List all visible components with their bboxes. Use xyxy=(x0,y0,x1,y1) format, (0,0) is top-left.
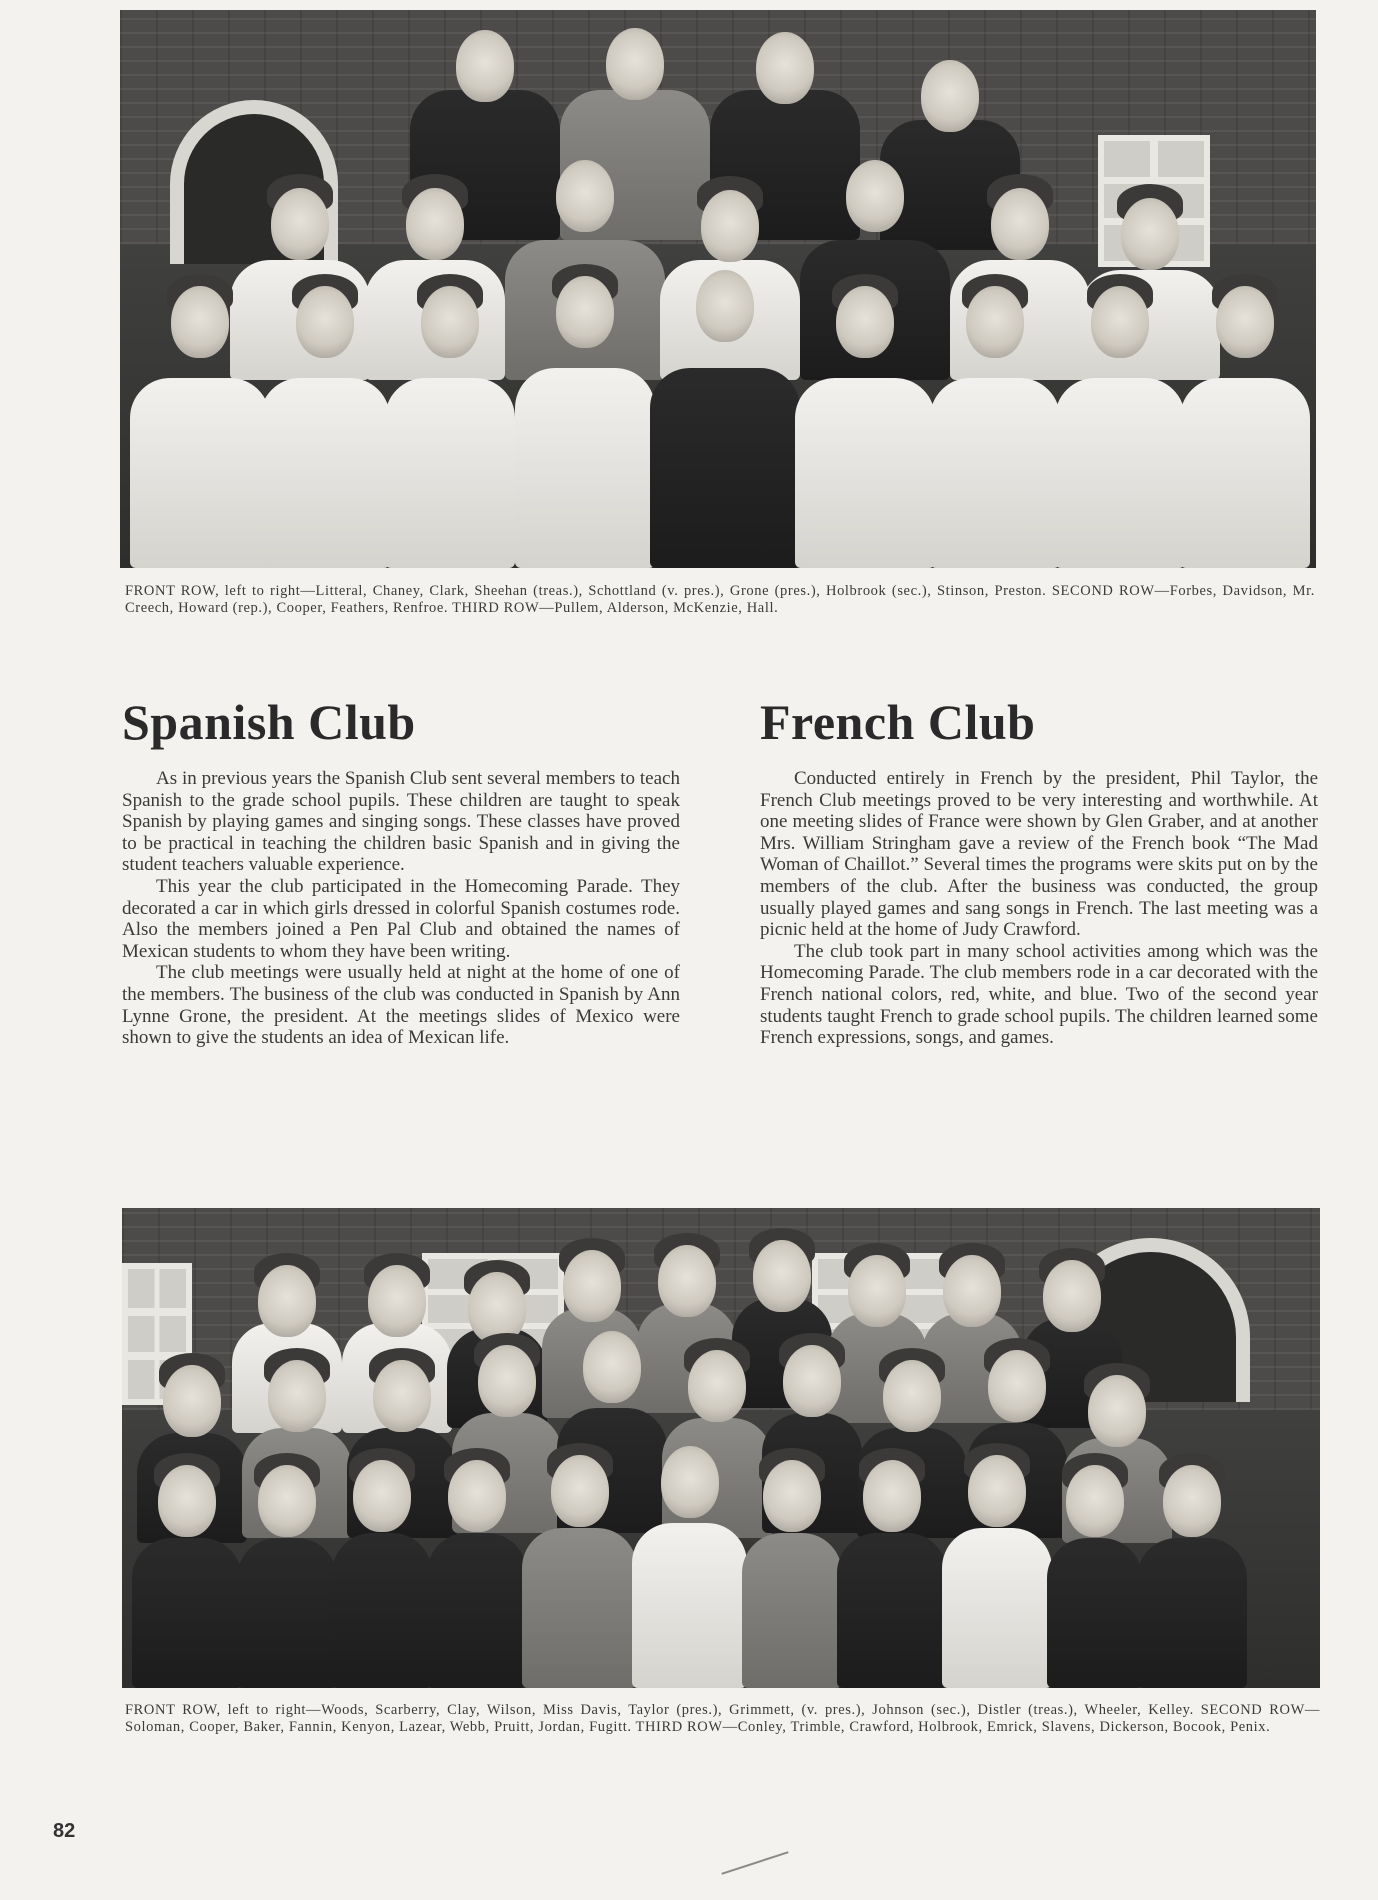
person xyxy=(385,260,515,568)
page-number: 82 xyxy=(53,1820,76,1842)
person xyxy=(837,1438,947,1688)
person xyxy=(130,260,270,568)
pencil-mark xyxy=(721,1851,788,1875)
person xyxy=(650,250,800,568)
person xyxy=(522,1433,637,1688)
person xyxy=(1055,260,1185,568)
spanish-paragraph: The club meetings were usually held at night at the home of one of the members. The business of the club was conducted in Spanish by Ann Lynne Grone, the president. At the meetings slides of Mexico were shown to give the students an idea of Mexican life. xyxy=(122,962,680,1049)
spanish-club-photo xyxy=(120,10,1316,568)
spanish-club-text xyxy=(122,768,680,1049)
top-photo-caption: FRONT ROW, left to right—Litteral, Chaney, Clark, Sheehan (treas.), Schottland (v. pres.), Grone (pres.), Holbrook (sec.), Stinson, Preston. SECOND ROW—Forbes, Davidson, Mr. Creech, Howard (rep.), Cooper, Feathers, Renfroe. THIRD ROW—Pullem, Alderson, McKenzie, Hall. xyxy=(125,583,1315,616)
spanish-paragraph: As in previous years the Spanish Club sent several members to teach Spanish to the grade school pupils. These children are taught to speak Spanish by playing games and singing songs. These classes have proved to be practical in teaching the children basic Spanish and in giving the student teachers valuable experience. xyxy=(122,768,680,876)
person xyxy=(742,1438,842,1688)
person xyxy=(942,1433,1052,1688)
person xyxy=(515,250,655,568)
person xyxy=(795,260,935,568)
person xyxy=(930,260,1060,568)
person xyxy=(632,1428,747,1688)
spanish-club-heading: Spanish Club xyxy=(122,694,416,750)
person xyxy=(132,1443,242,1688)
french-club-text xyxy=(760,768,1318,1049)
french-club-heading: French Club xyxy=(760,694,1036,750)
person xyxy=(1047,1443,1142,1688)
french-paragraph: The club took part in many school activities among which was the Homecoming Parade. The club members rode in a car decorated with the French national colors, red, white, and blue. Two of the second year students taught French to grade school pupils. The children learned some French expressions, songs, and games. xyxy=(760,940,1318,1049)
person xyxy=(427,1438,527,1688)
person xyxy=(237,1443,337,1688)
french-paragraph: Conducted entirely in French by the president, Phil Taylor, the French Club meetings proved to be very interesting and worthwhile. At one meeting slides of France were shown by Glen Graber, and at another Mrs. William Stringham gave a review of the French book “The Mad Woman of Chaillot.” Several times the programs were skits put on by the members of the club. After the business was conducted, the group usually played games and sang songs in French. The last meeting was a picnic held at the home of Judy Crawford. xyxy=(760,768,1318,941)
person xyxy=(1180,260,1310,568)
spanish-paragraph: This year the club participated in the Homecoming Parade. They decorated a car in which girls dressed in colorful Spanish costumes rode. Also the members joined a Pen Pal Club and obtained the names of Mexican students to whom they have been writing. xyxy=(122,875,680,962)
bottom-photo-caption: FRONT ROW, left to right—Woods, Scarberry, Clay, Wilson, Miss Davis, Taylor (pres.), Grimmett, (v. pres.), Johnson (sec.), Distler (treas.), Wheeler, Kelley. SECOND ROW—Soloman, Cooper, Baker, Fannin, Kenyon, Lazear, Webb, Pruitt, Jordan, Fugitt. THIRD ROW—Conley, Trimble, Crawford, Holbrook, Emrick, Slavens, Dickerson, Bocook, Penix. xyxy=(125,1702,1320,1735)
person xyxy=(260,260,390,568)
person xyxy=(332,1438,432,1688)
french-club-photo xyxy=(122,1208,1320,1688)
person xyxy=(1137,1443,1247,1688)
